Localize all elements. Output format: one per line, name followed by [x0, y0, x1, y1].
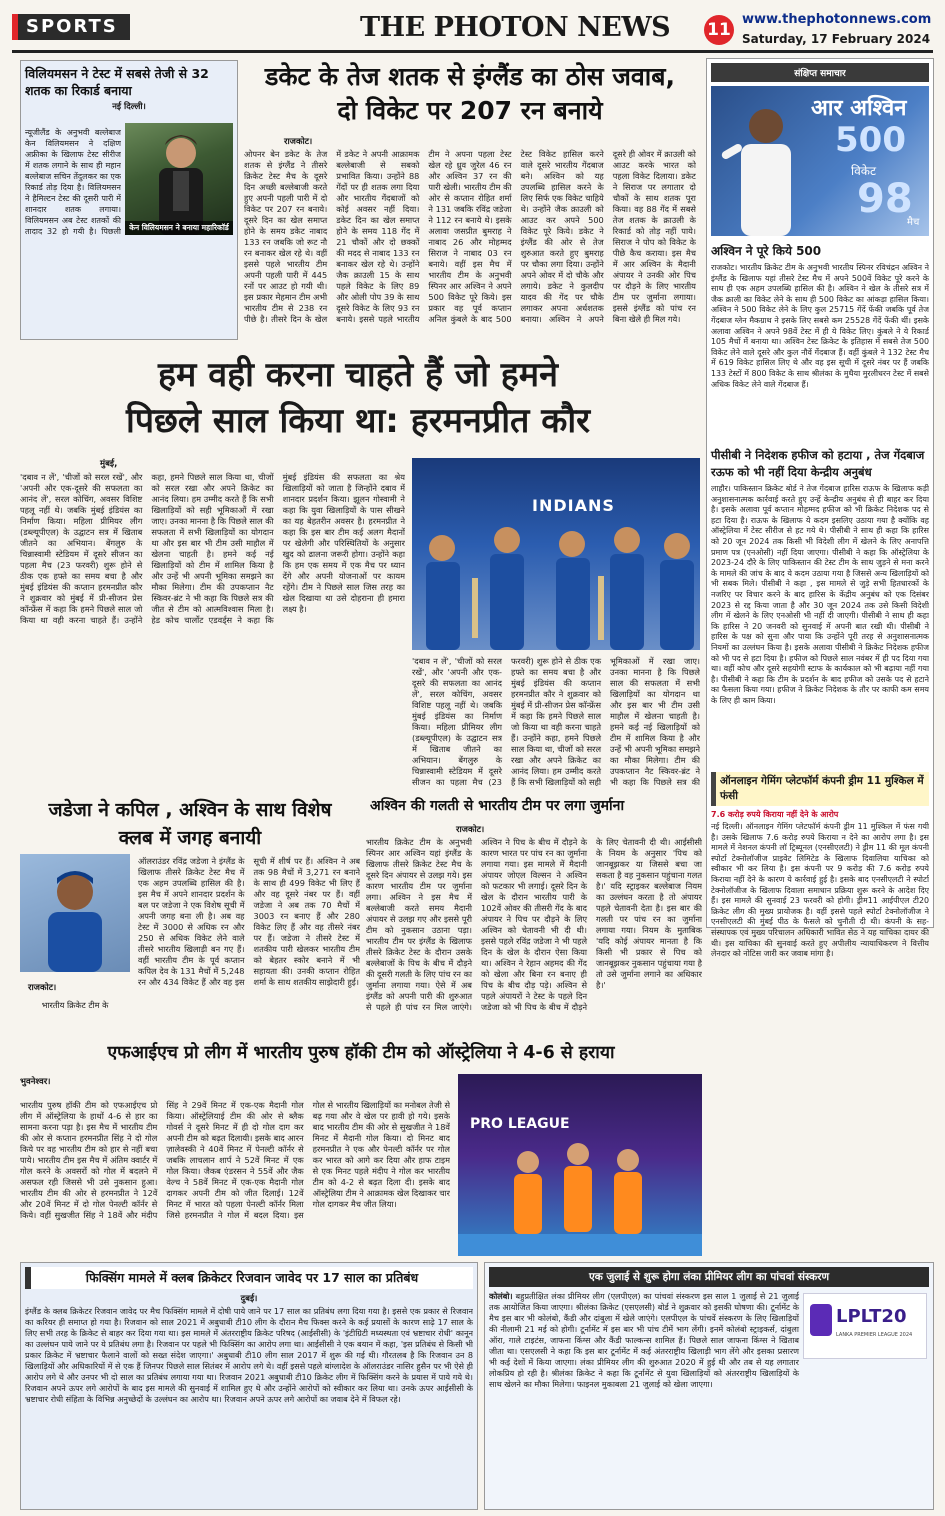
ashwin-fine-body: भारतीय क्रिकेट टीम के अनुभवी स्पिनर आर अश्विन यहां इंग्लैंड के खिलाफ तीसरे क्रिकेट टेस्ट मैच के दूसरे दिन अंपायर से उलझ गये। इस कारण भारतीय टीम पर जुर्माना लगा। अश्विन ने इस मैच में बल्लेबाजी करते समय मैदानी अंपायर से उलझ गए और इससे पूरी टीम को नुकसान उठाना पड़ा। भारतीय टीम पर इंग्लैंड के खिलाफ तीसरे क्रिकेट टेस्ट के दौरान उसके बल्लेबाजों के पिच के बीच में दौड़ने की दूसरी गलती के लिए पांच रन का जुर्माना लगाया गया। ऐसे में अब इंग्लैंड को अपनी पारी की शुरुआत से पहले ही पांच रन मिल जाएंगे। अश्विन ने पिच के बीच में दौड़ने के कारण भारत पर पांच रन का जुर्माना लगाया गया। इस मामले में मैदानी अंपायर जोएल विल्सन ने अश्विन को फटकार भी लगाई। दूसरे दिन के खेल के दौरान भारतीय पारी के 102वें ओवर की तीसरी गेंद के बाद अंपायर ने पिच पर दौड़ने के लिए अश्विन को चेतावनी भी दी थी। इससे पहले रविंद्र जडेजा ने भी पहले दिन के खेल के दौरान ऐसा किया था। अश्विन ने रेहान अहमद की गेंद को खेला और बिना रन बनाए ही पिच के बीच दौड़ पड़े। अश्विन से पहले अंपायरों ने टेस्ट के पहले दिन जडेजा को भी पिच के बीच में दौड़ने के लिए चेतावनी दी थी। आईसीसी के नियम के अनुसार 'पिच को जानबूझकर या जिससे बचा जा सकता है वह नुकसान पहुंचाना गलत है।' यदि स्ट्राइकर बल्लेबाज नियम का उल्लंघन करता है तो अंपायर पहले चेतावनी देता है। इस बार की गलती पर पांच रन का जुर्माना लगाया गया। नियम के मुताबिक 'यदि कोई अंपायर मानता है कि किसी भी प्रकार से पिच को जानबूझकर नुकसान पहुंचाया गया है तो उसे जुर्माना लगाने का अधिकार है।': [366, 837, 702, 1012]
williamson-photo-caption: केन विलियमसन ने बनाया महारिकॉर्ड: [125, 221, 233, 235]
pcb-body: लाहौर। पाकिस्तान क्रिकेट बोर्ड ने तेज गेंदबाज हारिस राऊफ के खिलाफ कड़ी अनुशासनात्मक कार्रवाई करते हुए उन्हें केन्द्रीय अनुबंध से ही बाहर कर दिया है। इसके अलावा पूर्व कप्तान मोहम्मद हफीज को भी क्रिकेट निदेशक पद से हटा दिया है। राऊफ के खिलाफ ये कदम इसलिए उठाया गया है क्योंकि वह ऑस्ट्रेलिया में टेस्ट सीरीज से हट गये थे। पीसीबी ने साथ ही कहा कि हारिस को 20 जून 2024 तक किसी भी विदेशी लीग में खेलने के लिए अनापत्ति प्रमाण पत्र (एनओसी) नहीं दिया जाएगा। पीसीबी ने कहा कि ऑस्ट्रेलिया के 2023-24 दौरे के लिए पाकिस्तान की टेस्ट टीम के साथ जुड़ने से मना करने के मामले की जांच के बाद ये कदम उठाया गया है जिससे अन्य खिलाड़ियों को भी सबक मिले। पीसीबी ने कहा , इस मामले से जुड़े सभी हितधारकों के नजरिए पर विचार करने के बाद हारिस के केंद्रीय अनुबंध को एक दिसंबर 2023 से रद्द किया जाता है और 30 जून 2024 तक उसे किसी विदेशी लीग में खेलने के लिए एनओसी भी नहीं दी जाएगी। पीसीबी ने साथ ही कहा कि हारिस ने 20 जनवरी को सुनवाई में अपनी बात रखी थी। पीसीबी ने हारिस के पक्ष को सुना और पाया कि उन्होंने पूरी तरह से अनुशासनात्मक नियमों का उल्लंघन किया है। इसके अलावा पीसीबी ने क्रिकेट निदेशक हफीज को भी पद से हटा दिया है। हफीज को पिछले साल नवंबर में ही पद दिया गया था। वहीं कोच और दूसरे सहयोगी स्टाफ के कार्यकाल को भी बढ़ाया नहीं गया है। पीसीबी ने कहा कि टीम के प्रदर्शन के बाद हफीज को उसके पद से हटाने का फैसला किया गया। हफीज ने क्रिकेट निदेशक के तौर पर काफी कम समय के लिए ही काम किया।: [711, 484, 929, 705]
williamson-dateline: नई दिल्ली।: [112, 102, 146, 112]
jadeja-body: ऑलराउंडर रविंद्र जडेजा ने इंग्लैंड के खिलाफ तीसरे क्रिकेट टेस्ट मैच में एक अहम उपलब्धि हासिल की है। इस मैच में अपने शानदार प्रदर्शन के बल पर जडेजा ने एक विशेष सूची में अपनी जगह बना ली है। अब वह टेस्ट में 3000 से अधिक रन और 250 से अधिक विकेट लेने वाले तीसरे भारतीय खिलाड़ी बन गए हैं। वहीं भारतीय टीम के पूर्व कप्तान कपिल देव के 131 मैचों में 5,248 रन और 434 विकेट हैं और वह इस सूची में शीर्ष पर हैं। अश्विन ने अब तक 98 मैचों में 3,271 रन बनाने के साथ ही 499 विकेट भी लिए हैं और वह दूसरे नंबर पर हैं। वहीं जडेजा ने अब तक 70 मैचों में 3003 रन बनाए हैं और 280 विकेट लिए हैं और वह तीसरे नंबर पर हैं। जडेजा ने तीसरे टेस्ट में शतकीय पारी खेलकर भारतीय टीम को बेहतर स्कोर बनाने में भी सहायता की। उनकी कप्तान रोहित शर्मा के साथ शतकीय साझेदारी हुई।: [138, 856, 360, 987]
lpl-article: [484, 1262, 934, 1510]
williamson-headline: विलियमसन ने टेस्ट में सबसे तेजी से 32 शतक का रिकार्ड बनाया: [25, 66, 209, 98]
pcb-headline: पीसीबी ने निदेशक हफीज को हटाया , तेज गेंदबाज रऊफ को भी नहीं दिया केन्द्रीय अनुबंध: [711, 448, 925, 479]
mumbai-indians-photo: [412, 458, 700, 650]
rizwan-headline: फिक्सिंग मामले में क्लब क्रिकेटर रिजवान जावेद पर 17 साल का प्रतिबंध: [25, 1267, 473, 1289]
rizwan-dateline: दुबई।: [240, 1294, 258, 1304]
harmanpreet-headline-line1: हम वही करना चाहते हैं जो हमने: [157, 355, 559, 395]
duckett-article: [244, 58, 696, 348]
jadeja-headline: जडेजा ने कपिल , अश्विन के साथ विशेष क्लब में जगह बनायी: [48, 799, 332, 849]
hockey-players-art: [458, 1074, 702, 1256]
williamson-article: [20, 60, 238, 340]
harmanpreet-article: [20, 458, 700, 788]
ashwin-graphic-unit: विकेट: [851, 164, 877, 178]
ashwin-photo-art: [711, 86, 821, 236]
gaming-body: नई दिल्ली। ऑनलाइन गेमिंग प्लेटफॉर्म कंपनी ड्रीम 11 मुश्किल में फंस गयी है। उसके खिलाफ 7.6 करोड़ रुपये किराया न देने का आरोप लगा है। इस मामले में नेशनल कंपनी लॉ ट्रिब्यूनल (एनसीएलटी) ने ड्रीम 11 की मूल कंपनी स्पोर्टा टेक्नोलॉजीज प्राइवेट लिमिटेड के खिलाफ दिवालिया याचिका को स्वीकार भी कर लिया है। इस कंपनी पर 9 करोड़ की 7.6 करोड़ रुपये किराया नहीं देने के कारण ये कार्रवाई हुई है। इसके बाद एनसीएलटी ने स्पोर्टा टेक्नोलॉजीज के खिलाफ दिवाला समाधान प्रक्रिया शुरू करने के आदेश दिए हैं। इस मामले की सुनवाई 23 फरवरी को होगी। ड्रीम11 आईपीएल टी20 क्रिकेट लीग की मुख्य प्रायोजक है। वहीं इससे पहले स्पोर्टा टेक्नोलॉजीज ने एनसीएलटी की मुंबई पीठ के फैसले को चुनौती दी थी। कंपनी के सह-संस्थापक एवं मुख्य परिचालन अधिकारी भावित सेठ ने यह याचिका दायर की थी। इस याचिका की सुनवाई करते हुए अपीलीय न्यायाधिकरण ने वित्तीय लेनदार को नोटिस जारी कर जवाब मांगा है।: [711, 822, 929, 959]
ashwin-graphic-matches: 98: [857, 176, 913, 222]
lpl-body-text: [489, 1291, 800, 1389]
hockey-dateline: भुवनेश्वर।: [20, 1077, 51, 1087]
ashwin-headline: अश्विन ने पूरे किये 500: [711, 244, 822, 258]
harmanpreet-headline-line2: पिछले साल किया था: हरमनप्रीत कौर: [125, 401, 591, 441]
ashwin-graphic-name: आर अश्विन: [811, 96, 907, 121]
masthead-rule: [12, 50, 933, 53]
jadeja-dateline: राजकोट।: [28, 983, 57, 993]
harmanpreet-dateline: मुंबई,: [100, 459, 118, 469]
lpl-dateline: कोलंबो।: [489, 1291, 513, 1301]
ashwin-fine-article: [366, 794, 702, 1034]
duckett-body: ओपनर बेन डकेट के तेज शतक से इंग्लैंड ने तीसरे क्रिकेट टेस्ट मैच के दूसरे दिन अच्छी बल्लेबाजी करते हुए अपनी पहली पारी में दो विकेट पर 207 रन बनाये। दूसरे दिन का खेल समाप्त होने के समय डकेट नाबाद 133 रन जबकि जो रूट नौ रन बनाकर खेल रहे थे। वहीं इससे पहले भारतीय टीम अपनी पहली पारी में 445 रनों पर आउट हो गयी थी। इस प्रकार मेहमान टीम अभी भारतीय टीम से 238 रन पीछे है। तीसरे दिन के खेल में डकेट ने अपनी आक्रामक बल्लेबाजी से सबको प्रभावित किया। उन्होंने 88 गेंदों पर ही शतक लगा दिया और भारतीय गेंदबाजों को कोई अवसर नहीं दिया। डकेट दिन का खेल समाप्त होने के समय 118 गेंद में 21 चौकों और दो छक्कों की मदद से नाबाद 133 रन बनाकर खेल रहे थे। उन्होंने जैक क्राउली 15 के साथ पहले विकेट के लिए 89 और ओली पोप 39 के साथ दूसरे विकेट के लिए 93 रन बनाये। इससे पहले भारतीय टीम ने अपना पहला टेस्ट खेल रहे ध्रुव जुरेल 46 रन और अश्विन 37 रन की पारी खेली। भारतीय टीम की ओर से कप्तान रोहित शर्मा ने 131 जबकि रविंद्र जडेजा ने 112 रन बनाये थे। इसके अलावा जसप्रीत बुमराह ने नाबाद 26 और मोहम्मद सिराज ने नाबाद 03 रन बनाये। वहीं इस मैच में भारतीय टीम के अनुभवी स्पिनर आर अश्विन ने अपने 500 विकेट पूरे किये। इस प्रकार वह पूर्व कप्तान अनिल कुंबले के बाद 500 टेस्ट विकेट हासिल करने वाले दूसरे भारतीय गेंदबाज बने। अश्विन को यह उपलब्धि हासिल करने के लिए सिर्फ एक विकेट चाहिये थे। उन्होंने जैक क्राउली को आउट कर अपने 500 विकेट पूरे किये। डकेट ने इंग्लैंड की ओर से तेज शुरुआत करते हुए बुमराह पर चौका लगा दिया। उन्होंने अपने ओवर में दो चौके और लगाये। डकेट ने कुलदीप यादव की गेंद पर चौके लगाकर अपना अर्धशतक बनाया। अश्विन ने अपने दूसरे ही ओवर में क्राउली को आउट करके भारत को पहला विकेट दिलाया। डकेट ने सिराज पर लगातार दो चौकों के साथ शतक पूरा किया। वह 88 गेंद में सबसे तेज शतक के क्राउली के रिकार्ड को तोड़ नहीं पाये। सिराज ने पोप को विकेट के पीछे कैच कराया। इस मैच में आर अश्विन के मैदानी अंपायर ने उनकी ओर पिच पर दौड़ने के लिए भारतीय टीम पर जुर्माना लगाया। इससे इंग्लैंड को पांच रन बिना खेले ही मिल गये।: [244, 149, 696, 324]
sidebar: [706, 58, 934, 959]
jadeja-photo-art: [20, 854, 130, 972]
williamson-photo-art: [125, 123, 233, 235]
website-link[interactable]: www.thephotonnews.com: [742, 12, 932, 27]
gaming-subhead: 7.6 करोड़ रुपये किराया नहीं देने के आरोप: [711, 810, 839, 819]
hockey-headline: एफआईएच प्रो लीग में भारतीय पुरुष हॉकी टीम को ऑस्ट्रेलिया ने 4-6 से हराया: [107, 1043, 615, 1063]
lpl-logo: [803, 1293, 927, 1359]
gaming-banner: ऑनलाइन गेमिंग प्लेटफॉर्म कंपनी ड्रीम 11 मुश्किल में फंसी: [711, 772, 929, 806]
jadeja-photo: [20, 854, 130, 972]
harmanpreet-headline: [14, 352, 702, 444]
ashwin-body: राजकोट। भारतीय क्रिकेट टीम के अनुभवी भारतीय स्पिनर रविचंद्रन अश्विन ने इंग्लैंड के खिलाफ यहां तीसरे टेस्ट मैच में अपने 500वें विकेट पूरे करने के साथ ही एक अहम उपलब्धि हासिल की है। अश्विन ने खेल के तीसरे सत्र में जैक क्राली का विकेट लेने के साथ ही 500 विकेट का आंकड़ा हासिल किया। अश्विन ने 500 विकेट लेने के लिए कुल 25715 गेंदें फेंकी जबकि पूर्व तेज गेंदबाज ग्लेन मैकग्राथ ने इसके लिए सबसे कम 25528 गेंदें फेंकी थीं। इसके अलावा अश्विन ने अपने 98वें टेस्ट में ही ये विकेट लिए। कुंबले ने ये रिकार्ड 105 मैचों में बनाया था। अश्विन टेस्ट क्रिकेट के इतिहास में सबसे तेज 500 विकेट लेने वाले दूसरे और कुल नौवें गेंदबाज हैं। वहीं कुंबले ने 132 टेस्ट मैच में 619 विकेट हासिल लिए थे और वह इस सूची में दूसरे नंबर पर हैं जबकि 133 टेस्टों में 800 विकेट के साथ श्रीलंका के मुथैया मुरलीधरन टेस्ट में सबसे अधिक विकेट लेने वाले गेंदबाज हैं।: [711, 263, 929, 389]
sidebar-label: संक्षिप्त समाचार: [711, 63, 929, 82]
jadeja-article: [20, 794, 360, 1034]
ashwin-fine-dateline: राजकोट।: [456, 825, 485, 835]
harmanpreet-body-right: 'दबाव न लें', 'चीजों को सरल रखें', और 'अपनी और एक-दूसरे की सफलता का आनंद लें', सरल कोचिंग, अवसर विशिष्ट पहलू नहीं थे। जबकि मुंबई इंडियंस का निर्माण किया। महिला प्रीमियर लीग (डब्ल्यूपीएल) के उद्घाटन सत्र में खिताब जीतने का अभियान। बेंगलुरु के चिन्नास्वामी स्टेडियम में दूसरे सीजन का पहला मैच (23 फरवरी) शुरू होने से ठीक एक हफ्ते का समय बचा है और मुंबई इंडियंस की कप्तान हरमनप्रीत कौर ने शुक्रवार को मुंबई में प्री-सीजन प्रेस कॉन्फ्रेंस में कहा कि हमने पिछले साल जो किया था वही करना चाहते हैं। उन्होंने कहा, हमने पिछले साल किया था, चीजों को सरल रखा और अपने क्रिकेट का आनंद लिया। हम उम्मीद करते हैं कि सभी खिलाड़ियों को सही भूमिकाओं में रखा जाए। उनका मानना है कि पिछले साल की सफलता में सभी खिलाड़ियों का योगदान था और इस बार भी टीम उसी माहौल में खेलना चाहती है। हमने कई नई खिलाड़ियों को टीम में शामिल किया है और उन्हें भी अपनी भूमिका समझने का मौका मिलेगा। टीम की उपकप्तान नैट स्किवर-ब्रंट ने भी कहा कि पिछले सत्र की: [412, 656, 700, 787]
ashwin-graphic-matches-unit: मैच: [907, 217, 920, 228]
newspaper-title: THE PHOTON NEWS: [360, 12, 671, 43]
hockey-article: [20, 1040, 702, 1258]
ashwin-fine-headline: अश्विन की गलती से भारतीय टीम पर लगा जुर्माना: [370, 798, 625, 814]
williamson-body: न्यूजीलैंड के अनुभवी बल्लेबाज केन विलियमसन ने दक्षिण अफ्रीका के खिलाफ टेस्ट सीरीज में शतक लगाने के साथ ही महान बल्लेबाज सचिन तेंदुलकर का एक रिकार्ड तोड़ दिया है। विलियमसन ने हैमिल्टन टेस्ट की दूसरी पारी में शानदार शतक लगाया। विलियमसन अब टेस्ट शतकों की तादाद 32 हो गयी है। पिछली: [25, 128, 121, 235]
jadeja-photo-caption: भारतीय क्रिकेट टीम के: [41, 1000, 109, 1010]
duckett-headline: डकेट के तेज शतक से इंग्लैंड का ठोस जवाब, दो विकेट पर 207 रन बनाये: [264, 62, 676, 125]
lpl-body-part1: बहुप्रतीक्षित लंका प्रीमियर लीग (एलपीएल) का पांचवां संस्करण इस साल 1 जुलाई से 21 जुलाई तक आयोजित किया जाएगा। श्रीलंका क्रिकेट (एसएलसी) बोर्ड ने शुक्रवार को इसकी घोषणा की। टूर्नामेंट के मैच इस बार भी कोलंबो, कैंडी और दांबुला में खेले जाएंगे। एलपीएल के पांचवें संस्करण के लिए खिलाड़ियों की नीलामी 21 मई को होगी। टूर्नामेंट में इस बार भी पांच टीमें भाग लेंगी। इनमें कोलंबो स्ट्राइकर्स, दांबुला ऑरा, गाले टाइटंस, जाफना किंग्स और कैंडी फाल्कन्स शामिल हैं। पिछले साल जाफना किंग्स ने खिताब जीता था। एसएलसी ने कहा कि इस बार टूर्नामेंट में कई अंतरराष्ट्रीय खिलाड़ी भाग लेंगे और इसका प्रसारण भी कई देशों में किया जाएगा। लंका प्रीमियर लीग की शुरुआत 2020 में हुई थी और तब से यह लगातार लोकप्रिय हो रही है। श्रीलंका क्रिकेट ने कहा कि टूर्नामेंट से युवा खिलाड़ियों को अंतरराष्ट्रीय खिलाड़ियों के साथ खेलने का मौका मिलेगा। फाइनल मुकाबला 21 जुलाई को खेला जाएगा।: [489, 1291, 800, 1389]
page-number: 11: [704, 15, 734, 45]
lpl-logo-text: LPLT20: [836, 1306, 907, 1327]
ashwin-graphic-number: 500: [835, 120, 906, 160]
rizwan-article: [20, 1262, 478, 1510]
lpl-banner: एक जुलाई से शुरू होगा लंका प्रीमियर लीग का पांचवां संस्करण: [489, 1267, 929, 1287]
section-label: SPORTS: [12, 14, 130, 40]
issue-date: Saturday, 17 February 2024: [742, 32, 931, 46]
mumbai-indians-photo-text: INDIANS: [532, 496, 615, 515]
rizwan-body: इंग्लैंड के क्लब क्रिकेटर रिजवान जावेद पर मैच फिक्सिंग मामले में दोषी पाये जाने पर 17 साल का प्रतिबंध लगा दिया गया है। इससे एक प्रकार से रिजवान का करियर ही समाप्त हो गया है। रिजवान को साल 2021 में अबुधाबी टी10 लीग के दौरान मैच फिक्स करने के कई प्रयासों के कारण साढ़े 17 साल के लिए सभी तरह के क्रिकेट से बाहर कर दिया गया था। इस मामले में अंतरराष्ट्रीय क्रिकेट परिषद (आईसीसी) के 'इंटीग्रिटी मध्यस्थता एवं भ्रष्टाचार रोधी' कानून का उल्लंघन पाये जाने पर ये प्रतिबंध लगा है। रिजवान पर पहले भी फिक्सिंग का आरोप लगा था। आईसीसी ने एक बयान में कहा, 'इस प्रतिबंध से किसी भी प्रकार क्रिकेट में भ्रष्टाचार फैलाने वालों को सख्त संदेश जाएगा।' अबुधाबी टी10 लीग साल 2017 में शुरू की गई थी। गौरतलब है कि रिजवान उन 8 खिलाड़ियों और अधिकारियों में से एक हैं जिनपर पिछले साल सितंबर में आरोप लगे थे। वहीं इससे पहले बांग्लादेश के ऑलराउंडर नासिर हुसैन पर भी ऐसे ही आरोप लगे थे और उनपर भी दो साल का प्रतिबंध लगाया गया था। रिजवान 2021 अबुधाबी टी10 क्रिकेट लीग में फिक्सिंग करने के प्रयास में पाये गये थे। रिजवान अपने ऊपर लगे आरोपों के बाद इस मामले की सुनवाई में शामिल हुए थे और उन्होंने आरोपों को स्वीकार कर लिया था। उनके ऊपर आईसीसी के भ्रष्टाचार रोधी संहिता के विभिन्न अनुच्छेदों के उल्लंघन का आरोप था। रिजवान अपने ऊपर लगे आरोपों का जवाब देने में विफल रहे।: [25, 1306, 473, 1404]
ashwin-graphic: [711, 86, 929, 236]
hockey-photo-text: PRO LEAGUE: [470, 1116, 570, 1132]
hockey-photo: [458, 1074, 702, 1256]
hockey-body: भारतीय पुरुष हॉकी टीम को एफआईएच प्रो लीग में ऑस्ट्रेलिया के हाथों 4-6 से हार का सामना करना पड़ा है। इस मैच में भारतीय टीम की ओर से कप्तान हरमनप्रीत सिंह ने दो गोल किये पर वह भारतीय टीम को हार से नहीं बचा पाये। भारतीय टीम इस मैच में अंतिम क्वार्टर में गोल करने के अवसरों को गोल में बदलने में असफल रही जिससे भी उसे नुकसान हुआ। भारतीय टीम की ओर से हरमनप्रीत ने 12वें और 20वें मिनट में दो गोल पेनल्टी कॉर्नर से किये। वहीं सुखजीत सिंह ने 18वें और मंदीप सिंह ने 29वें मिनट में एक-एक मैदानी गोल किया। ऑस्ट्रेलियाई टीम की ओर से ब्लैक गोवर्स ने दूसरे मिनट में ही दो गोल दाग कर अपनी टीम को बढ़त दिलायी। इसके बाद आरन ज़ालेवस्की ने 40वें मिनट में पेनल्टी कॉर्नर से जबकि लाचलान शार्प ने 52वें मिनट में एक गोल किया। जैकब एंडरसन ने 55वें और जैक वेल्च ने 58वें मिनट में एक-एक मैदानी गोल दागकर अपनी टीम को जीत दिलाई। 12वें मिनट में भारत को पहला पेनल्टी कॉर्नर मिला जिसे हरमनप्रीत ने गोल में बदल दिया। इस गोल से भारतीय खिलाड़ियों का मनोबल तेजी से बढ़ गया और वे खेल पर हावी हो गये। इसके बाद भारतीय टीम की ओर से सुखजीत ने 18वें मिनट में मैदानी गोल किया। दो मिनट बाद हरमनप्रीत ने एक और पेनल्टी कॉर्नर पर गोल कर भारत को आगे कर दिया और हाफ टाइम से एक मिनट पहले मंदीप ने गोल कर भारतीय टीम को 4-2 से बढ़त दिला दी। इसके बाद ऑस्ट्रेलिया टीम ने आक्रामक खेल दिखाकर चार गोल दागकर मैच जीत लिया।: [20, 1100, 450, 1220]
duckett-dateline: राजकोट।: [284, 137, 313, 147]
mumbai-indians-players-art: [412, 458, 700, 650]
masthead: [0, 0, 945, 58]
harmanpreet-body-left: 'दबाव न लें', 'चीजों को सरल रखें', और 'अपनी और एक-दूसरे की सफलता का आनंद लें', सरल कोचिंग, अवसर विशिष्ट पहलू नहीं थे। जबकि मुंबई इंडियंस का निर्माण किया। महिला प्रीमियर लीग (डब्ल्यूपीएल) के उद्घाटन सत्र में खिताब जीतने का अभियान। बेंगलुरु के चिन्नास्वामी स्टेडियम में दूसरे सीजन का पहला मैच (23 फरवरी) शुरू होने से ठीक एक हफ्ते का समय बचा है और मुंबई इंडियंस की कप्तान हरमनप्रीत कौर ने शुक्रवार को मुंबई में प्री-सीजन प्रेस कॉन्फ्रेंस में कहा कि हमने पिछले साल जो किया था वही करना चाहते हैं। उन्होंने कहा, हमने पिछले साल किया था, चीजों को सरल रखा और अपने क्रिकेट का आनंद लिया। हम उम्मीद करते हैं कि सभी खिलाड़ियों को सही भूमिकाओं में रखा जाए। उनका मानना है कि पिछले साल की सफलता में सभी खिलाड़ियों का योगदान था और इस बार भी टीम उसी माहौल में खेलना चाहती है। हमने कई नई खिलाड़ियों को टीम में शामिल किया है और उन्हें भी अपनी भूमिका समझने का मौका मिलेगा। टीम की उपकप्तान नैट स्किवर-ब्रंट ने भी कहा कि पिछले सत्र की जीत से टीम को आत्मविश्वास मिला है। हेड कोच चार्लोट एडवर्ड्स ने कहा कि मुंबई इंडियंस की सफलता का श्रेय खिलाड़ियों को जाता है जिन्होंने दबाव में शानदार प्रदर्शन किया। झूलन गोस्वामी ने कहा कि युवा खिलाड़ियों के पास सीखने का यह बेहतरीन अवसर है। हरमनप्रीत ने कहा कि इस बार टीम कई अलग मैदानों पर खेलेगी और परिस्थितियों के अनुसार खुद को ढालना जरूरी होगा। उन्होंने कहा कि हम एक समय में एक मैच पर ध्यान देंगे और अपनी योजनाओं पर कायम रहेंगे। टीम ने पिछले साल जिस तरह का खेल दिखाया था उसे दोहराना ही हमारा लक्ष्य है।: [20, 472, 405, 625]
lpl-logo-sub: LANKA PREMIER LEAGUE 2024: [836, 1332, 913, 1338]
williamson-photo: [125, 123, 233, 235]
